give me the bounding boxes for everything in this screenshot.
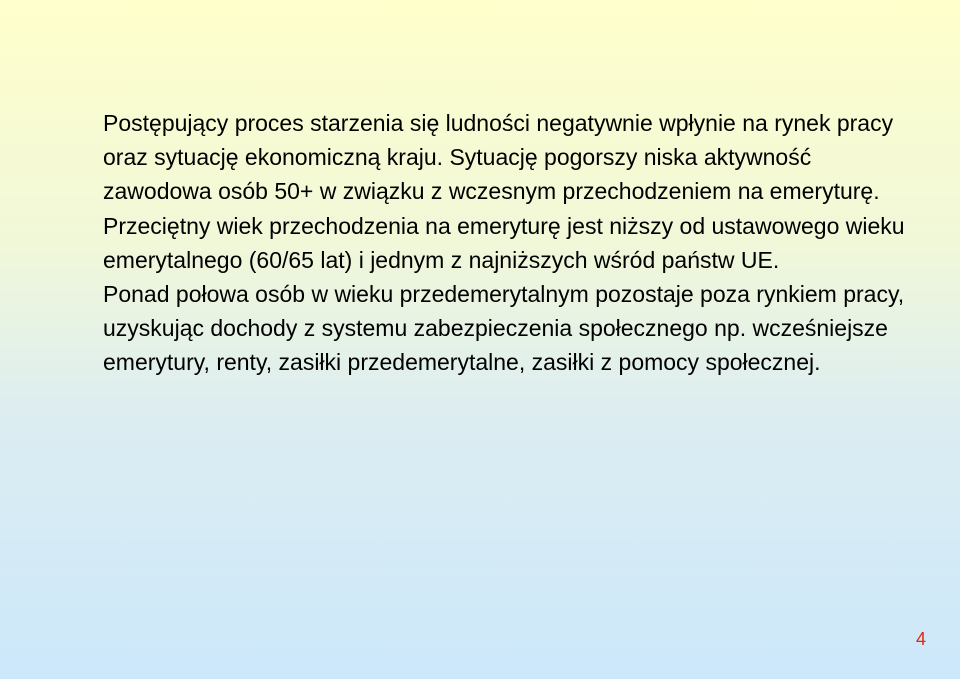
paragraph-aging-impact: Postępujący proces starzenia się ludności negatywnie wpłynie na rynek pracy oraz sytuację ekonomiczną kraju. Sytuację pogorszy niska aktywność zawodowa osób 50+ w związku z wczesnym przechodzeniem na emeryturę. xyxy=(103,110,894,205)
paragraph-retirement-age: Przeciętny wiek przechodzenia na emeryturę jest niższy od ustawowego wieku emerytalnego (60/65 lat) i jednym z najniższych wśród państw UE. xyxy=(103,212,905,273)
slide-body-text xyxy=(103,106,913,380)
page-number: 4 xyxy=(915,629,926,649)
paragraph-pre-retirement: Ponad połowa osób w wieku przedemerytalnym pozostaje poza rynkiem pracy, uzyskując dochody z systemu zabezpieczenia społecznego np. wcześniejsze emerytury, renty, zasiłki przedemerytalne, zasiłki z pomocy społecznej. xyxy=(103,281,905,376)
